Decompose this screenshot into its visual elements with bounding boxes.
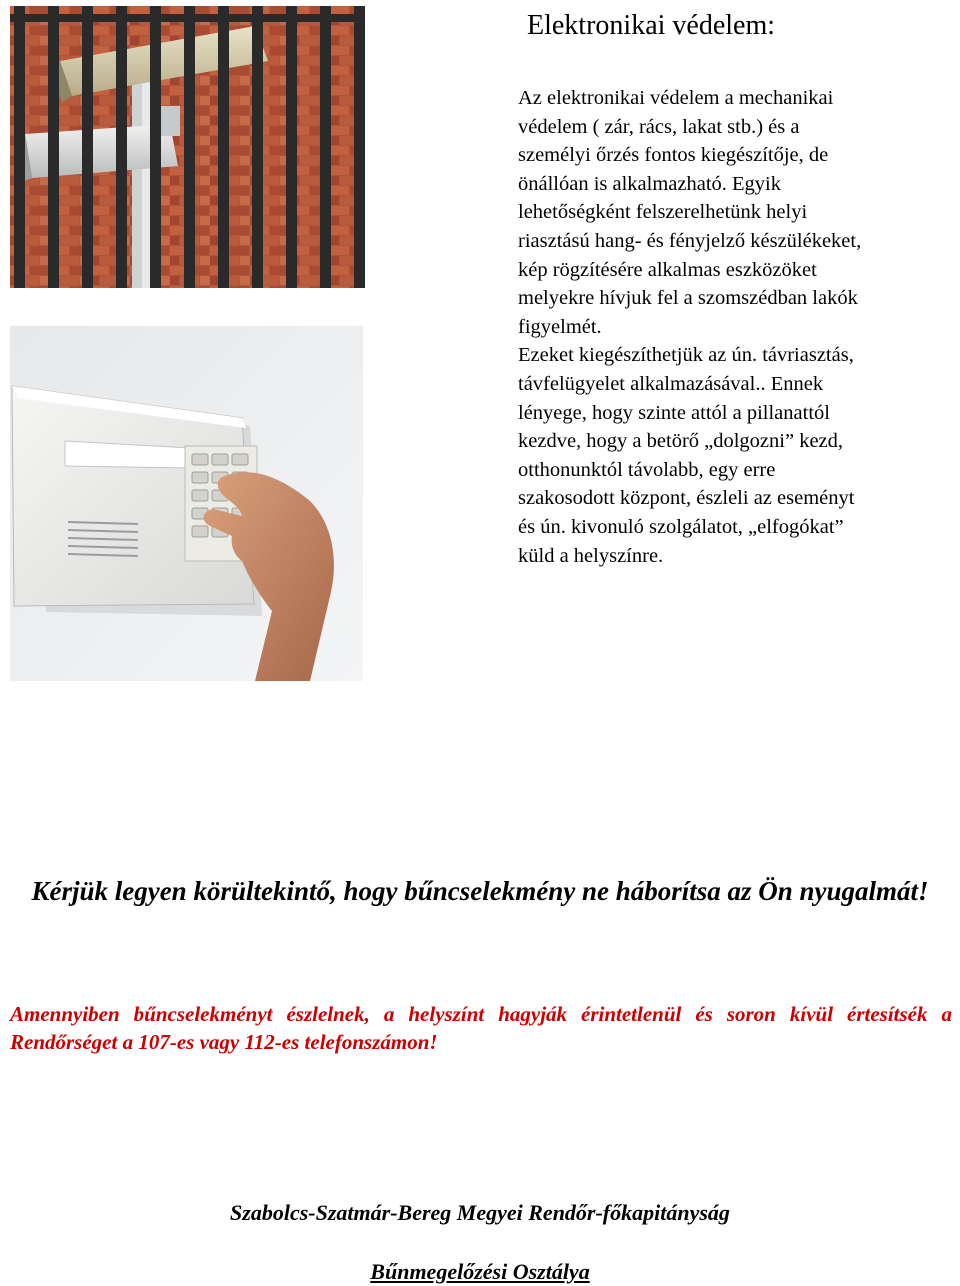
body-line: szakosodott központ, észleli az eseményt [518, 487, 855, 510]
warning-notice: Kérjük legyen körültekintő, hogy bűncselekmény ne háborítsa az Ön nyugalmát! [31, 876, 929, 906]
body-line: és ún. kivonuló szolgálatot, „elfogókat” [518, 515, 844, 538]
organization-name: Szabolcs-Szatmár-Bereg Megyei Rendőr-főkapitányság [230, 1200, 730, 1225]
body-line: otthonunktól távolabb, egy erre [518, 458, 776, 481]
body-paragraph [518, 84, 943, 570]
body-line: védelem ( zár, rács, lakat stb.) és a [518, 115, 800, 138]
body-line: személyi őrzés fontos kiegészítője, de [518, 144, 829, 167]
body-line: Az elektronikai védelem a mechanikai [518, 87, 834, 109]
section-heading: Elektronikai védelem: [527, 10, 776, 41]
body-line: melyekre hívjuk fel a szomszédban lakók [518, 287, 858, 310]
body-line: Ezeket kiegészíthetjük az ún. távriasztás, [518, 344, 854, 367]
police-instruction: Amennyiben bűncselekményt észlelnek, a helyszínt hagyják érintetlenül és soron kívül értesítsék a Rendőrséget a 107-es vagy 112-es telefonszámon! [10, 1002, 952, 1054]
body-line: önállóan is alkalmazható. Egyik [518, 172, 782, 195]
body-line: küld a helyszínre. [518, 544, 664, 567]
body-line: riasztású hang- és fényjelző készülékeket, [518, 229, 862, 252]
body-line: kezdve, hogy a betörő „dolgozni” kezd, [518, 430, 844, 453]
security-camera-photo [10, 6, 365, 288]
body-line: távfelügyelet alkalmazásával.. Ennek [518, 372, 824, 395]
alarm-keypad-photo [10, 326, 363, 681]
department-name: Bűnmegelőzési Osztálya [370, 1259, 590, 1284]
body-line: lehetőségként felszerelhetünk helyi [518, 201, 808, 224]
body-line: figyelmét. [518, 315, 602, 338]
body-line: kép rögzítésére alkalmas eszközöket [518, 258, 817, 281]
body-line: lényege, hogy szinte attól a pillanattól [518, 401, 830, 424]
